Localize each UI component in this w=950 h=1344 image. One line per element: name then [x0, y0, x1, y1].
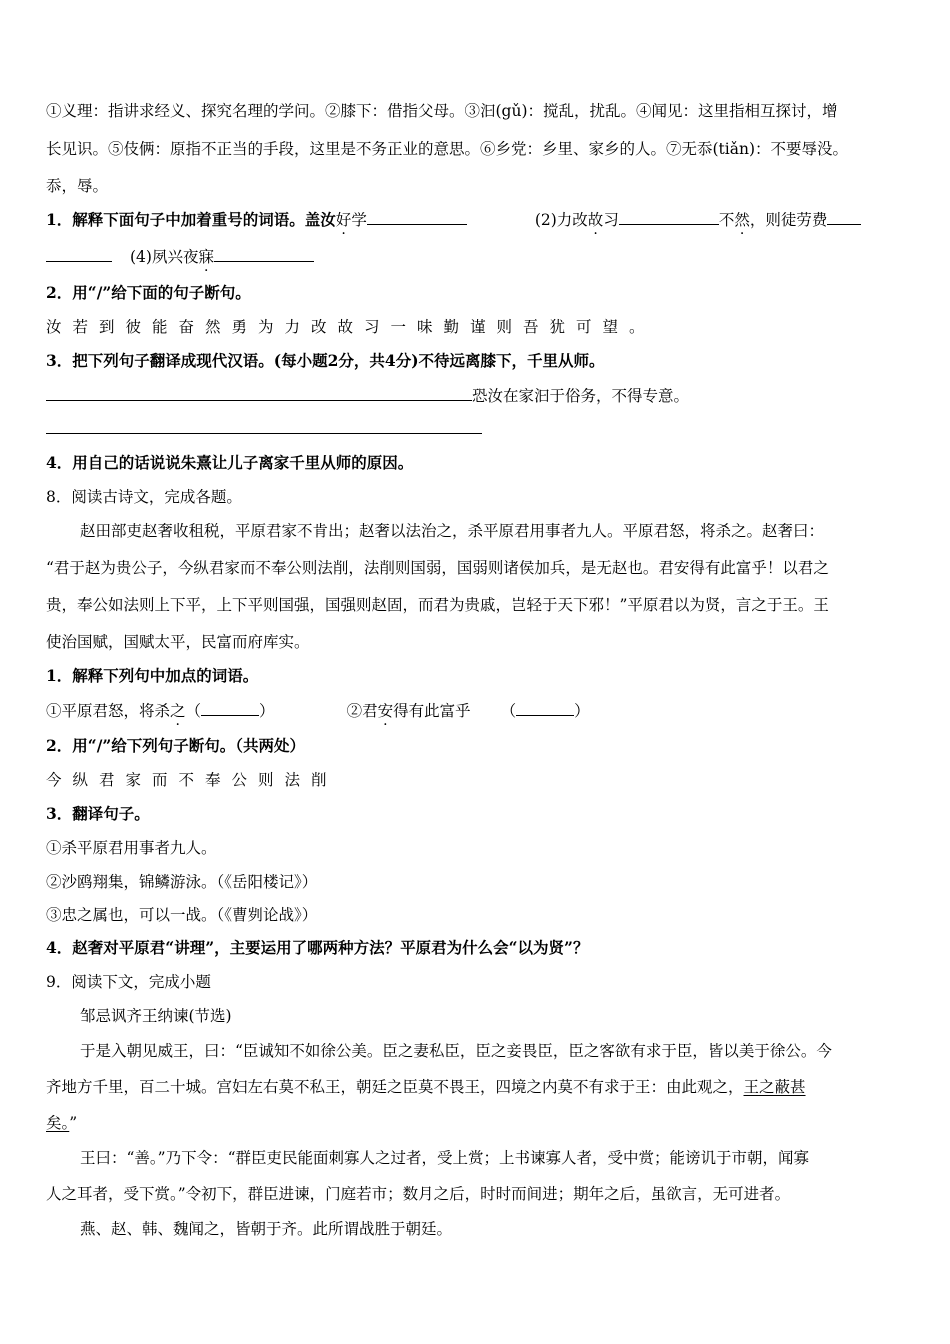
- s7-question-4: 4．用自己的话说说朱熹让儿子离家千里从师的原因。: [46, 453, 414, 472]
- s7-q2-sentence: 汝若到彼能奋然勇为力改故习一味勤谨则吾犹可望。: [46, 318, 656, 336]
- s8-q1-paren-open-a: （: [185, 702, 202, 720]
- s7-q1-text-4: ，则徒劳费: [749, 211, 828, 229]
- s7-q1-answer-blank-3[interactable]: [827, 208, 861, 225]
- s8-q1-paren-close-a: ）: [259, 702, 275, 720]
- s7-question-1: [46, 208, 861, 231]
- s7-q1-item-4: (4)夙兴夜: [130, 248, 199, 266]
- s8-q3-item-3: ③忠之属也，可以一战。（《曹刿论战》）: [46, 906, 318, 924]
- s8-question-1: 1．解释下列句中加点的词语。: [46, 666, 259, 685]
- s7-q1-dotted-word-1: 好: [335, 211, 352, 229]
- s8-q1-item-a: ①平原君怒，将杀: [46, 702, 171, 720]
- s8-passage-line-1: 赵田部吏赵奢收租税，平原君家不肯出；赵奢以法治之，杀平原君用事者九人。平原君怒，将杀之。赵奢曰：: [80, 522, 825, 540]
- s8-q1-dotted-word-a: 之: [170, 702, 186, 720]
- s8-q2-sentence: 今纵君家而不奉公则法削: [46, 771, 338, 789]
- s9-passage-line-5: 人之耳者，受下赏。”令初下，群臣进谏，门庭若市；数月之后，时时而间进；期年之后，虽欲言，无可进者。: [46, 1185, 791, 1203]
- s8-question-2: 2．用“/”给下列句子断句。（共两处）: [46, 736, 306, 755]
- s8-q1-dotted-word-b: 安: [377, 702, 394, 720]
- s7-q1-dotted-word-3: 然: [734, 211, 750, 229]
- s8-q1-paren-close-b: ）: [574, 702, 590, 720]
- s8-q1-item-b: ②君: [346, 702, 378, 720]
- s7-q1-answer-blank-2[interactable]: [619, 208, 719, 225]
- s8-passage-line-4: 使治国赋，国赋太平，民富而府库实。: [46, 633, 310, 651]
- note-line-3: 忝，辱。: [46, 177, 109, 195]
- s7-q3-answer-blank-2[interactable]: [46, 433, 482, 434]
- s7-question-3: 3．把下列句子翻译成现代汉语。(每小题2分，共4分)不待远离膝下，千里从师。: [46, 351, 605, 370]
- s7-q1-answer-blank-3b[interactable]: [46, 245, 112, 262]
- s7-q1-answer-blank-4[interactable]: [214, 245, 314, 262]
- s7-q3-answer-blank-1[interactable]: [46, 384, 472, 401]
- s7-q1-dotted-word-2: 故: [587, 211, 604, 229]
- s8-q3-item-2: ②沙鸥翔集，锦鳞游泳。（《岳阳楼记》）: [46, 873, 318, 891]
- s8-q1-item-b-text: 得有此富乎: [393, 702, 471, 720]
- s9-closing-quote: ”: [69, 1114, 78, 1132]
- s9-passage-line-1: 于是入朝见威王，曰：“臣诚知不如徐公美。臣之妻私臣，臣之妾畏臣，臣之客欲有求于臣，皆以美于徐公。今: [80, 1042, 832, 1060]
- s8-passage-line-2: “君于赵为贵公子，今纵君家而不奉公则法削，法削则国弱，国弱则诸侯加兵，是无赵也。君安得有此富乎！以君之: [46, 559, 829, 577]
- s7-q1-prompt: 1．解释下面句子中加着重号的词语。盖汝: [46, 210, 336, 229]
- s9-underlined-sentence-end: 矣。: [46, 1114, 70, 1132]
- s7-q1-text-2: 习: [603, 211, 619, 229]
- s9-passage-line-2: [46, 1076, 806, 1098]
- s9-title: 9．阅读下文，完成小题: [46, 973, 211, 991]
- s9-passage-title: 邹忌讽齐王纳谏(节选): [80, 1007, 232, 1025]
- s7-q1-text-3: 不: [718, 211, 735, 229]
- s7-q1-answer-blank-1[interactable]: [367, 208, 467, 225]
- s8-q1-paren-open-b: （: [500, 702, 517, 720]
- s8-q1-answer-blank-b[interactable]: [516, 699, 574, 716]
- s7-q1-dotted-word-4: 寐: [198, 248, 214, 266]
- note-line-1: ①义理：指讲求经义、探究名理的学问。②膝下：借指父母。③汩(gǔ)：搅乱，扰乱。④闻见：这里指相互探讨，增: [46, 102, 838, 120]
- s9-passage-line-4: 王曰：“善。”乃下令：“群臣吏民能面刺寡人之过者，受上赏；上书谏寡人者，受中赏；能谤讥于市朝，闻寡: [80, 1149, 810, 1167]
- s8-question-3: 3．翻译句子。: [46, 804, 150, 823]
- s8-passage-line-3: 贵，奉公如法则上下平，上下平则国强，国强则赵固，而君为贵戚，岂轻于天下邪！”平原君以为贤，言之于王。王: [46, 596, 829, 614]
- s7-q3-sentence-2: 恐汝在家汩于俗务，不得专意。: [472, 387, 690, 405]
- s7-q3-line-2: [46, 384, 689, 407]
- s8-q3-item-1: ①杀平原君用事者九人。: [46, 839, 217, 857]
- s8-q1-answer-blank-a[interactable]: [201, 699, 259, 716]
- s8-title: 8．阅读古诗文，完成各题。: [46, 488, 242, 506]
- s7-q1-item-2: (2)力改: [534, 211, 588, 229]
- s8-question-4: 4．赵奢对平原君“讲理”，主要运用了哪两种方法？平原君为什么会“以为贤”？: [46, 938, 589, 957]
- s8-q1-items: [46, 699, 590, 722]
- s7-question-2: 2．用“/”给下面的句子断句。: [46, 283, 251, 302]
- s7-q1-text: 学: [351, 211, 367, 229]
- s9-passage-line-3: [46, 1112, 77, 1134]
- s7-question-1-cont: [46, 245, 314, 268]
- s9-passage-line-6: 燕、赵、韩、魏闻之，皆朝于齐。此所谓战胜于朝廷。: [80, 1220, 453, 1238]
- s9-passage-line-2-text: 齐地方千里，百二十城。宫妇左右莫不私王，朝廷之臣莫不畏王，四境之内莫不有求于王：由此观之，: [46, 1078, 744, 1096]
- s9-underlined-sentence: 王之蔽甚: [743, 1078, 806, 1096]
- note-line-2: 长见识。⑤伎俩：原指不正当的手段，这里是不务正业的意思。⑥乡党：乡里、家乡的人。⑦无忝(tiǎn)：不要辱没。: [46, 140, 849, 158]
